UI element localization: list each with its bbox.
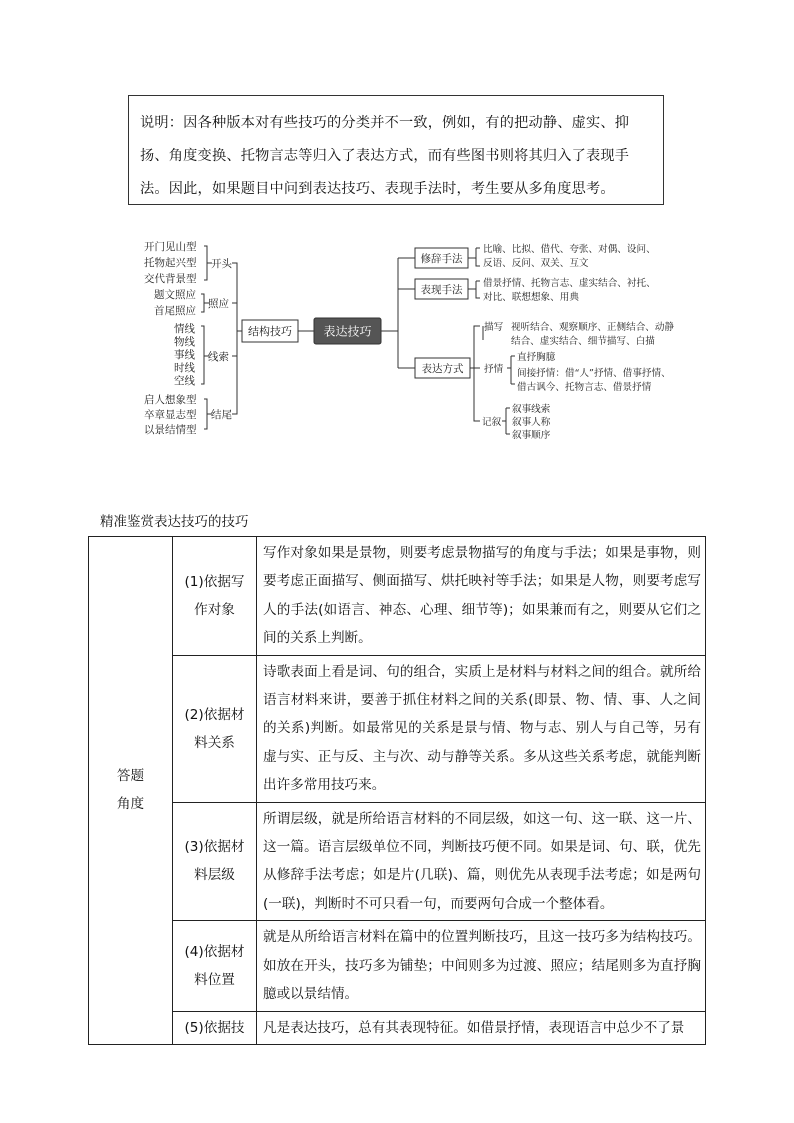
basis-cell: (3)依据材料层级 [173,802,257,921]
note-text: 说明：因各种版本对有些技巧的分类并不一致，例如，有的把动静、虚实、抑扬、角度变换、托物言志等归入了表达方式，而有些图书则将其归入了表现手法。因此，如果题目中问到表达技巧、表现手法时，考生要从多角度思考。 [140,115,630,197]
techniques-table [88,536,706,1045]
clue-item: 物线 [174,336,195,348]
opening-item: 开门见山型 [144,241,197,253]
describe-line: 结合、虚实结合、细节描写、白描 [511,336,655,347]
center-label: 表达技巧 [323,324,372,339]
rhetoric-line: 反语、反问、双关、互文 [483,258,589,269]
expression-line: 借景抒情、托物言志、虚实结合、衬托、 [483,278,656,289]
basis-cell: (5)依据技 [173,1011,257,1044]
ending-label: 结尾 [211,409,232,421]
clue-item: 时线 [174,362,195,374]
clue-item: 空线 [174,375,195,387]
angle-label: 答题角度 [116,768,145,813]
content-cell: 所谓层级，就是所给语言材料的不同层级，如这一句、这一联、这一片、这一篇。语言层级单位不同，判断技巧便不同。如果是词、句、联，优先从修辞手法考虑；如是片(几联)、篇，则优先从表现手法考虑；如是两句(一联)，判断时不可只看一句，而要两句合成一个整体看。 [257,802,706,921]
expression-line: 对比、联想想象、用典 [483,292,579,303]
narrate-line: 叙事顺序 [512,430,551,440]
content-cell: 写作对象如果是景物，则要考虑景物描写的角度与手法；如果是事物，则要考虑正面描写、侧面描写、烘托映衬等手法；如果是人物，则要考虑写人的手法(如语言、神态、心理、细节等)；如果兼而有之，则要从它们之间的关系上判断。 [257,537,706,656]
content-cell: 诗歌表面上看是词、句的组合，实质上是材料与材料之间的组合。就所给语言材料来讲，要善于抓住材料之间的关系(即景、物、情、事、人之间的关系)判断。如最常见的关系是景与情、物与志、别人与自己等，另有虚与实、正与反、主与次、动与静等关系。多从这些关系考虑，就能判断出许多常用技巧来。 [257,655,706,802]
content-cell: 就是从所给语言材料在篇中的位置判断技巧，且这一技巧多为结构技巧。如放在开头，技巧多为铺垫；中间则多为过渡、照应；结尾则多为直抒胸臆或以景结情。 [257,921,706,1011]
basis-cell: (2)依据材料关系 [173,655,257,802]
expression-label: 表现手法 [420,284,463,296]
basis-cell: (4)依据材料位置 [173,921,257,1011]
technique-mindmap [140,236,700,440]
clue-item: 情线 [174,323,195,335]
describe-line: 视听结合、观察顺序、正侧结合、动静 [511,322,675,333]
lyric-label: 抒情 [484,364,504,375]
rhetoric-label: 修辞手法 [420,253,463,265]
basis-cell: (1)依据写作对象 [173,537,257,656]
ending-item: 启人想象型 [144,394,197,406]
angle-cell [89,537,173,1045]
rhetoric-line: 比喻、比拟、借代、夸张、对偶、设问、 [483,244,656,255]
table-row [89,537,706,656]
table-row [89,802,706,921]
ending-item: 以景结情型 [144,424,197,436]
echo-item: 首尾照应 [154,305,196,317]
lyric-line: 间接抒情：借“人”抒情、借事抒情、 [517,368,671,379]
echo-label: 照应 [208,298,229,310]
describe-label: 描写 [484,322,504,333]
ending-item: 卒章显志型 [144,409,197,421]
echo-item: 题文照应 [154,289,196,301]
lyric-line: 直抒胸臆 [517,352,556,363]
narrate-line: 叙事线索 [512,404,551,415]
opening-label: 开头 [211,258,232,270]
narrate-line: 叙事人称 [512,417,551,428]
section-title: 精准鉴赏表达技巧的技巧 [100,514,249,530]
opening-item: 交代背景型 [144,273,197,285]
clue-label: 线索 [208,351,229,363]
structure-label: 结构技巧 [248,325,292,338]
note-box [128,95,664,205]
table-row [89,655,706,802]
content-cell: 凡是表达技巧，总有其表现特征。如借景抒情，表现语言中总少不了景 [257,1011,706,1044]
table-row [89,1011,706,1044]
table-row [89,921,706,1011]
lyric-line: 借古讽今、托物言志、借景抒情 [517,382,652,393]
narrate-label: 记叙 [482,417,502,428]
opening-item: 托物起兴型 [144,257,197,269]
mode-label: 表达方式 [421,363,464,375]
clue-item: 事线 [174,349,195,361]
